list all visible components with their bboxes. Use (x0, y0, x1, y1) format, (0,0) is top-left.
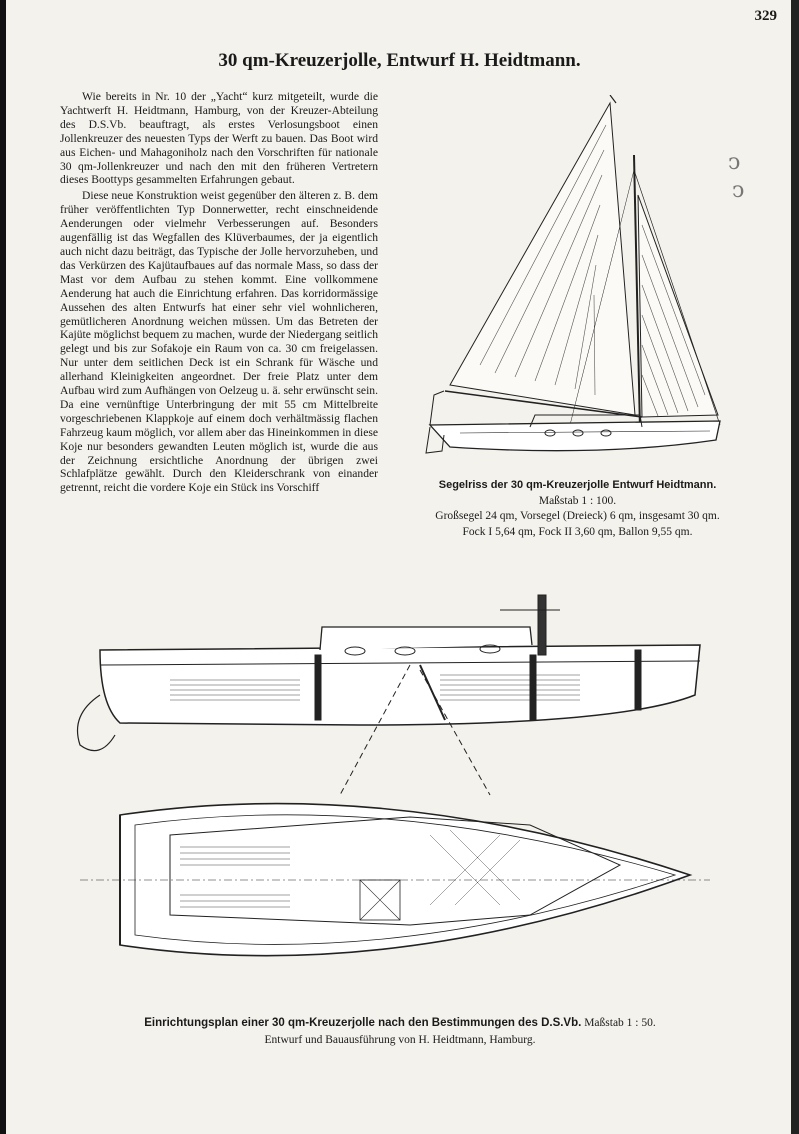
article-title: 30 qm-Kreuzerjolle, Entwurf H. Heidtmann. (218, 50, 581, 71)
sail-plan-drawing (420, 95, 730, 465)
sail-plan-caption (410, 478, 745, 540)
sail-caption-line2: Fock I 5,64 qm, Fock II 3,60 qm, Ballon 9,55 qm. (462, 525, 693, 538)
interior-plan-caption (60, 1015, 740, 1049)
scan-edge-right (791, 0, 799, 1134)
sail-caption-line1: Großsegel 24 qm, Vorsegel (Dreieck) 6 qm, insgesamt 30 qm. (435, 510, 720, 522)
paragraph-1: Wie bereits in Nr. 10 der „Yacht“ kurz mitgeteilt, wurde die Yachtwerft H. Heidtmann, Hamburg, von der Kreuzer-Abteilung des D.S.Vb. beauftragt, als erstes Verlosungsboot einen Jollenkreuzer des neuesten Typs der Werft zu bauen. Das Boot wird aus Eichen- und Mahagoniholz nach den Vorschriften für nationale 30 qm-Jollenkreuzer und nach den mit den früheren Vertretern dieses Boottyps gesammelten Erfahrungen gebaut. (60, 90, 378, 187)
article-body (60, 90, 378, 497)
plan-caption-scale: Maßstab 1 : 50. (584, 1017, 656, 1029)
plan-caption-line2: Entwurf und Bauausführung von H. Heidtmann, Hamburg. (264, 1034, 536, 1046)
paragraph-2: Diese neue Konstruktion weist gegenüber den älteren z. B. dem früher veröffentlichten Typ Donnerwetter, recht einschneidende Aenderungen oder vielmehr Verbesserungen auf. Besonders augenfällig ist das Wegfallen des Klüverbaumes, der ja eigentlich auch nicht dazu beiträgt, das Typische der Jolle hervorzuheben, und das Verkürzen des Kajütaufbaues auf das normale Mass, so dass der Mast vor dem Aufbau zu stehen kommt. Eine vollkommene Aenderung hat auch die Einrichtung erfahren. Das korridormässige Aussehen des alten Entwurfs hat einer sehr viel wohnlicheren, gemütlicheren Anordnung weichen müssen. Um das Betreten der Kajüte möglichst bequem zu machen, wurde der Niedergang seitlich gelegt und bis zur Sofakoje ein Raum von ca. 30 cm freigelassen. Nur unter dem seitlichen Deck ist ein Schrank für Wäsche und allerhand Kleinigkeiten angeordnet. Der freie Platz unter dem Aufbau wird zum Aufhängen von Oelzeug u. ä. sehr erwünscht sein. Da eine vernünftige Unterbringung der mit 55 cm Mittelbreite vorgeschriebenen Klappkoje auf einem doch verhältmässig flachen Fahrzeug kaum möglich, vor allem aber das Hineinkommen in diese Koje nur besonders gewandten Leuten möglich ist, wurde die aus der Zeichnung ersichtliche Anordnung der übrigen zwei Schlafplätze gewählt. Durch den Kleiderschrank von einander getrennt, reicht die vordere Koje ein Stück ins Vorschiff (60, 189, 378, 495)
page-number: 329 (754, 8, 777, 24)
plan-caption-title: Einrichtungsplan einer 30 qm-Kreuzerjolle nach den Bestimmungen des D.S.Vb. (144, 1017, 582, 1029)
scan-edge-left (0, 0, 6, 1134)
margin-mark: ↄ (728, 150, 741, 175)
interior-plan-drawing (60, 585, 720, 1005)
sail-caption-scale: Maßstab 1 : 100. (538, 494, 617, 507)
margin-mark: ↄ (732, 178, 745, 203)
sail-caption-title: Segelriss der 30 qm-Kreuzerjolle Entwurf Heidtmann. (438, 479, 717, 491)
